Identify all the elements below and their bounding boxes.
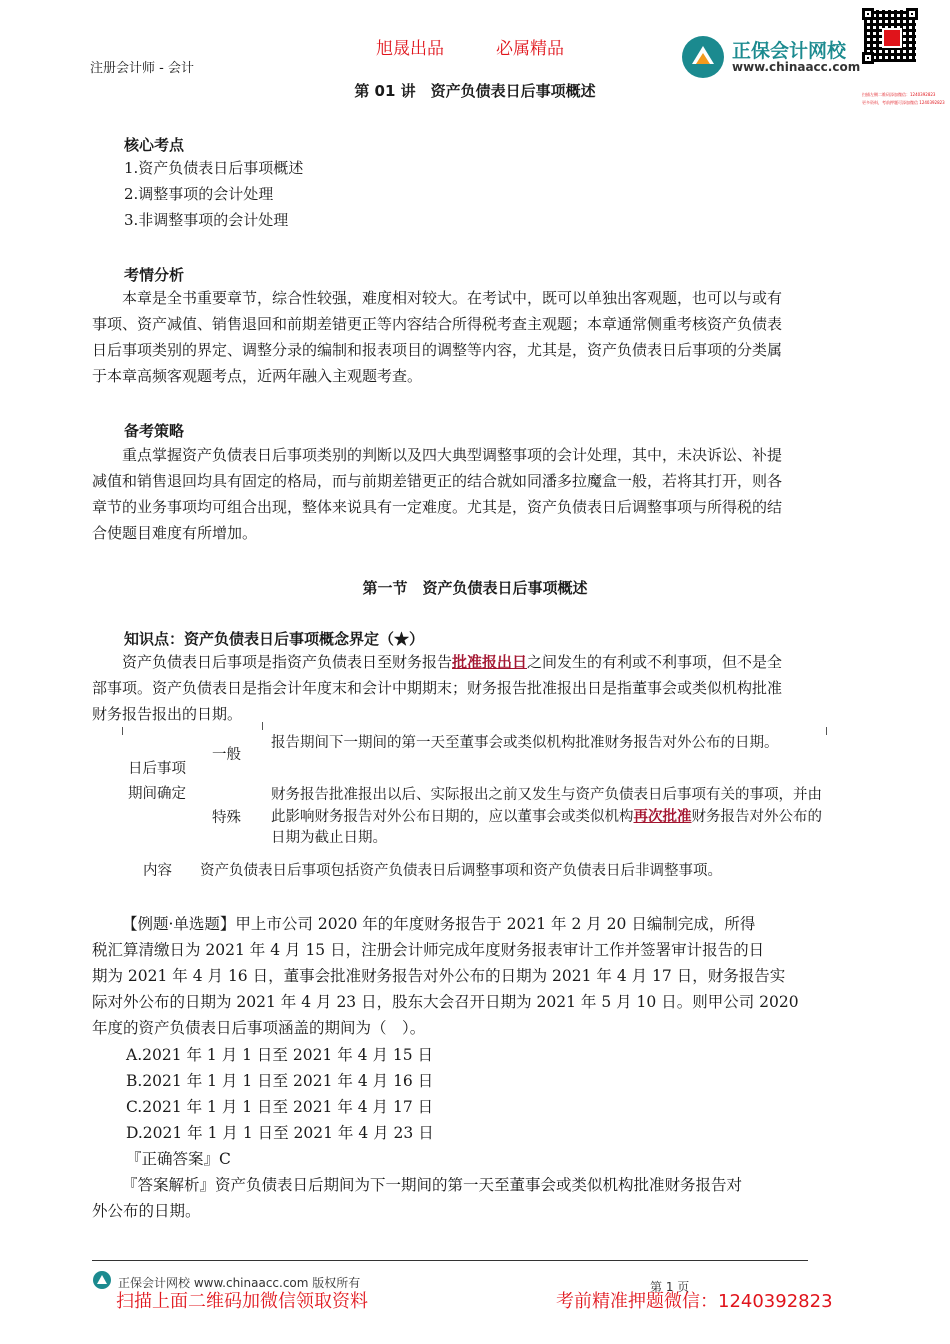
list-item: D.2021 年 1 月 1 日至 2021 年 4 月 23 日 xyxy=(126,1124,434,1142)
footer-logo-icon xyxy=(92,1270,112,1290)
qr-code-icon xyxy=(860,6,920,66)
logo-name: 正保会计网校 xyxy=(732,40,847,62)
answer-analysis: 『答案解析』资产负债表日后期间为下一期间的第一天至董事会或类似机构批准财务报告对 外公布的日期。 xyxy=(92,1176,743,1220)
qr-caption-2: 更多资料，考前押题可添加微信 1240392823 xyxy=(862,100,945,105)
example-question: 【例题·单选题】甲上市公司 2020 年的年度财务报告于 2021 年 2 月 20 日编制完成，所得 税汇算清缴日为 2021 年 4 月 15 日，注册会计师完成年度财务报表审计工作并签署审计报告的日 期为 2021 年 4 月 16 日，董事会批准财务报告对外公布的日期为 2021 年 4 月 17 日，财务报告实 际对外公布的日期为 2021 年 4 月 23 日，股东大会召开日期为 2021 年 5 月 10 日。则甲公司 2020 年度的资产负债表日后事项涵盖的期间为（ ）。 xyxy=(92,915,799,1037)
section-title: 第一节 资产负债表日后事项概述 xyxy=(362,579,588,597)
list-item: 1.资产负债表日后事项概述 xyxy=(124,159,304,177)
knowledge-heading: 知识点：资产负债表日后事项概念界定（★） xyxy=(124,630,425,648)
core-heading: 核心考点 xyxy=(124,136,185,154)
table-mark xyxy=(262,722,263,730)
core-list xyxy=(124,155,303,233)
analysis-paragraph: 本章是全书重要章节，综合性较强，难度相对较大。在考试中，既可以单独出客观题，也可以与或有 事项、资产减值、销售退回和前期差错更正等内容结合所得税考查主观题；本章通常侧重考核资产负债表 日后事项类别的界定、调整分录的编制和报表项目的调整等内容，尤其是，资产负债表日后事项的分类属 于本章高频客观题考点，近两年融入主观题考查。 xyxy=(92,289,783,385)
table-general-label: 一般 xyxy=(212,747,241,763)
list-item: 3.非调整事项的会计处理 xyxy=(124,211,289,229)
example-options xyxy=(126,1042,434,1172)
footer-copyright: 正保会计网校 www.chinaacc.com 版权所有 xyxy=(118,1276,361,1290)
correct-answer: 『正确答案』C xyxy=(126,1150,231,1168)
table-content-label: 内容 xyxy=(143,863,172,879)
promo-right: 考前精准押题微信：1240392823 xyxy=(556,1291,833,1312)
brand-left: 旭晟出品 xyxy=(376,39,444,59)
table-general-text: 报告期间下一期间的第一天至董事会或类似机构批准财务报告对外公布的日期。 xyxy=(271,735,779,751)
highlight-term: 再次批准 xyxy=(633,808,692,825)
table-mark xyxy=(122,727,123,735)
promo-left: 扫描上面二维码加微信领取资料 xyxy=(116,1291,368,1312)
footer-divider xyxy=(92,1260,808,1261)
table-special-text: 财务报告批准报出以后、实际报出之前又发生与资产负债表日后事项有关的事项，并由此影响财务报告对外公布日期的，应以董事会或类似机构再次批准财务报告对外公布的日期为截止日期。 xyxy=(271,787,822,846)
logo-url: www.chinaacc.com xyxy=(732,60,861,74)
table-row-label: 日后事项期间确定 xyxy=(128,761,186,802)
list-item: A.2021 年 1 月 1 日至 2021 年 4 月 15 日 xyxy=(126,1046,434,1064)
knowledge-paragraph: 资产负债表日后事项是指资产负债表日至财务报告批准报出日之间发生的有利或不利事项，但不是全 部事项。资产负债表日是指会计年度末和会计中期期末；财务报告批准报出日是指董事会或类似机构批准 财务报告报出的日期。 xyxy=(92,653,783,723)
list-item: 2.调整事项的会计处理 xyxy=(124,185,274,203)
highlight-term: 批准报出日 xyxy=(452,653,528,671)
list-item: C.2021 年 1 月 1 日至 2021 年 4 月 17 日 xyxy=(126,1098,434,1116)
strategy-paragraph: 重点掌握资产负债表日后事项类别的判断以及四大典型调整事项的会计处理，其中，未决诉讼、补提 减值和销售退回均具有固定的格局，而与前期差错更正的结合就如同潘多拉魔盒一般，若将其打开，则各 章节的业务事项均可组合出现，整体来说具有一定难度。尤其是，资产负债表日后调整事项与所得税的结 合使题目难度有所增加。 xyxy=(92,446,783,542)
course-name: 注册会计师 - 会计 xyxy=(90,61,194,76)
table-special-label: 特殊 xyxy=(212,810,241,826)
brand-right: 必属精品 xyxy=(496,39,564,59)
lecture-title: 第 01 讲 资产负债表日后事项概述 xyxy=(354,82,596,100)
table-content-text: 资产负债表日后事项包括资产负债表日后调整事项和资产负债表日后非调整事项。 xyxy=(200,863,722,879)
logo-icon xyxy=(680,34,726,80)
list-item: B.2021 年 1 月 1 日至 2021 年 4 月 16 日 xyxy=(126,1072,434,1090)
analysis-heading: 考情分析 xyxy=(124,266,185,284)
qr-caption-1: 扫描左侧二维码添加微信：1240392823 xyxy=(862,92,936,97)
page-number: 第 1 页 xyxy=(650,1280,690,1294)
strategy-heading: 备考策略 xyxy=(124,422,185,440)
